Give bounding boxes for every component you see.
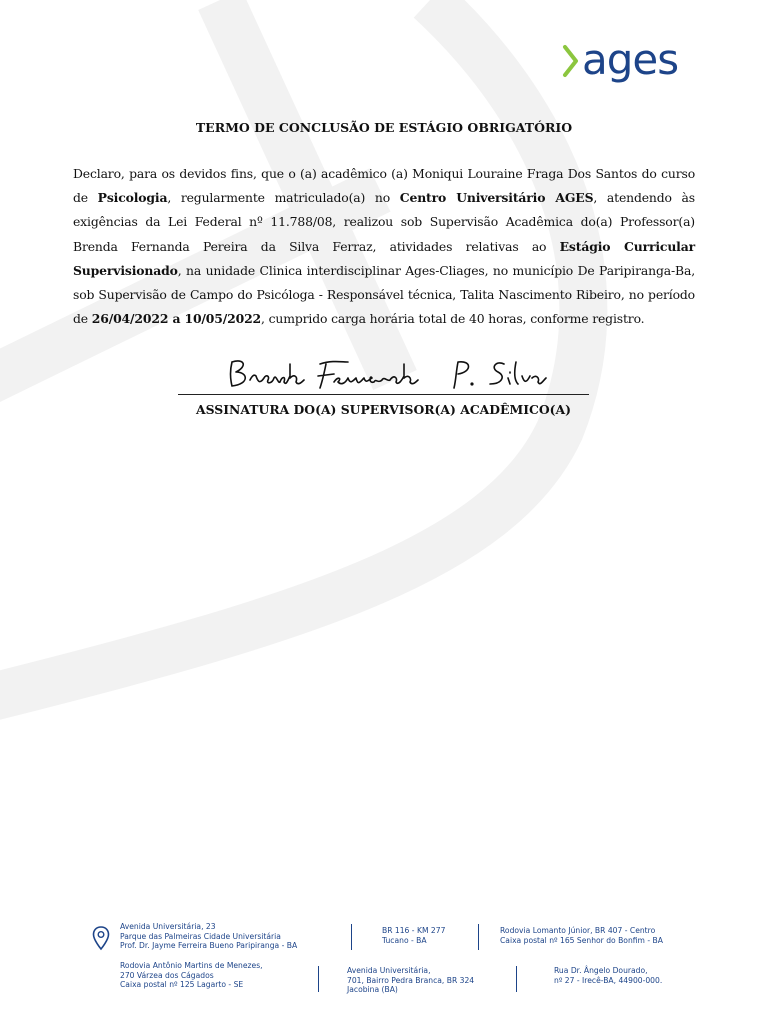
body-segment: , cumprido carga horária total de 40 horas, conforme registro. — [261, 311, 645, 327]
address-line: BR 116 - KM 277 — [382, 926, 446, 935]
body-segment: , na unidade Clinica interdisciplinar Ages-Cliages, no município De Paripiranga-Ba, sob Supervisão de Campo do Psicóloga - Responsável técnica, Talita Nascimento Ribeiro, no período de — [73, 262, 695, 327]
body-segment: Declaro, para os devidos fins, que o (a) acadêmico (a) Moniqui Louraine Fraga Dos Santos do curso de — [73, 166, 695, 206]
institution-name: Centro Universitário AGES — [399, 190, 594, 206]
body-segment: , atendendo às exigências da Lei Federal nº 11.788/08, realizou sob Supervisão Acadêmica do(a) Professor(a) Brenda Fernanda Pereira da Silva Ferraz, atividades relativas ao — [73, 190, 695, 254]
address-line: nº 27 - Irecê-BA, 44900-000. — [554, 975, 663, 985]
footer-divider — [478, 924, 479, 950]
footer-divider — [351, 924, 352, 950]
footer-divider — [516, 966, 517, 992]
document-title: TERMO DE CONCLUSÃO DE ESTÁGIO OBRIGATÓRIO — [195, 120, 573, 135]
address-line: Avenida Universitária, — [347, 966, 431, 975]
ages-logo — [562, 35, 702, 86]
signature-line — [178, 394, 589, 395]
address-line: Rua Dr. Ângelo Dourado, — [554, 966, 648, 975]
logo-wordmark: ages — [582, 35, 679, 84]
address-line: Caixa postal nº 165 Senhor do Bonfim - BA — [500, 935, 663, 945]
internship-period: 26/04/2022 a 10/05/2022 — [91, 311, 262, 327]
address-tucano — [382, 926, 445, 945]
chevron-right-icon — [562, 44, 580, 78]
address-line: Jacobina (BA) — [347, 985, 398, 994]
address-line: Rodovia Antônio Martins de Menezes, — [120, 961, 263, 970]
address-line: 701, Bairro Pedra Branca, BR 324 — [347, 975, 475, 985]
address-line: 270 Várzea dos Cágados — [120, 970, 214, 980]
address-jacobina — [347, 966, 474, 995]
address-line: Avenida Universitária, 23 — [120, 922, 216, 931]
body-segment: , regularmente matriculado(a) no — [167, 190, 400, 206]
location-pin-icon — [92, 925, 110, 951]
address-paripiranga — [120, 922, 297, 951]
address-line: Caixa postal nº 125 Lagarto - SE — [120, 980, 244, 989]
address-line: Rodovia Lomanto Júnior, BR 407 - Centro — [500, 926, 656, 935]
address-line: Parque das Palmeiras Cidade Universitária — [120, 931, 281, 941]
course-name: Psicologia — [97, 190, 168, 206]
address-lagarto — [120, 961, 263, 990]
internship-type: Estágio Curricular Supervisionado — [73, 238, 695, 278]
address-senhor-do-bonfim — [500, 926, 663, 945]
address-irece — [554, 966, 662, 985]
handwritten-signature — [222, 352, 552, 394]
declaration-paragraph — [73, 162, 695, 331]
address-line: Tucano - BA — [382, 935, 427, 945]
address-line: Prof. Dr. Jayme Ferreira Bueno Paripiranga - BA — [120, 941, 298, 950]
signature-label: ASSINATURA DO(A) SUPERVISOR(A) ACADÊMICO(A) — [196, 402, 571, 417]
footer-divider — [318, 966, 319, 992]
footer-addresses — [0, 916, 768, 1006]
